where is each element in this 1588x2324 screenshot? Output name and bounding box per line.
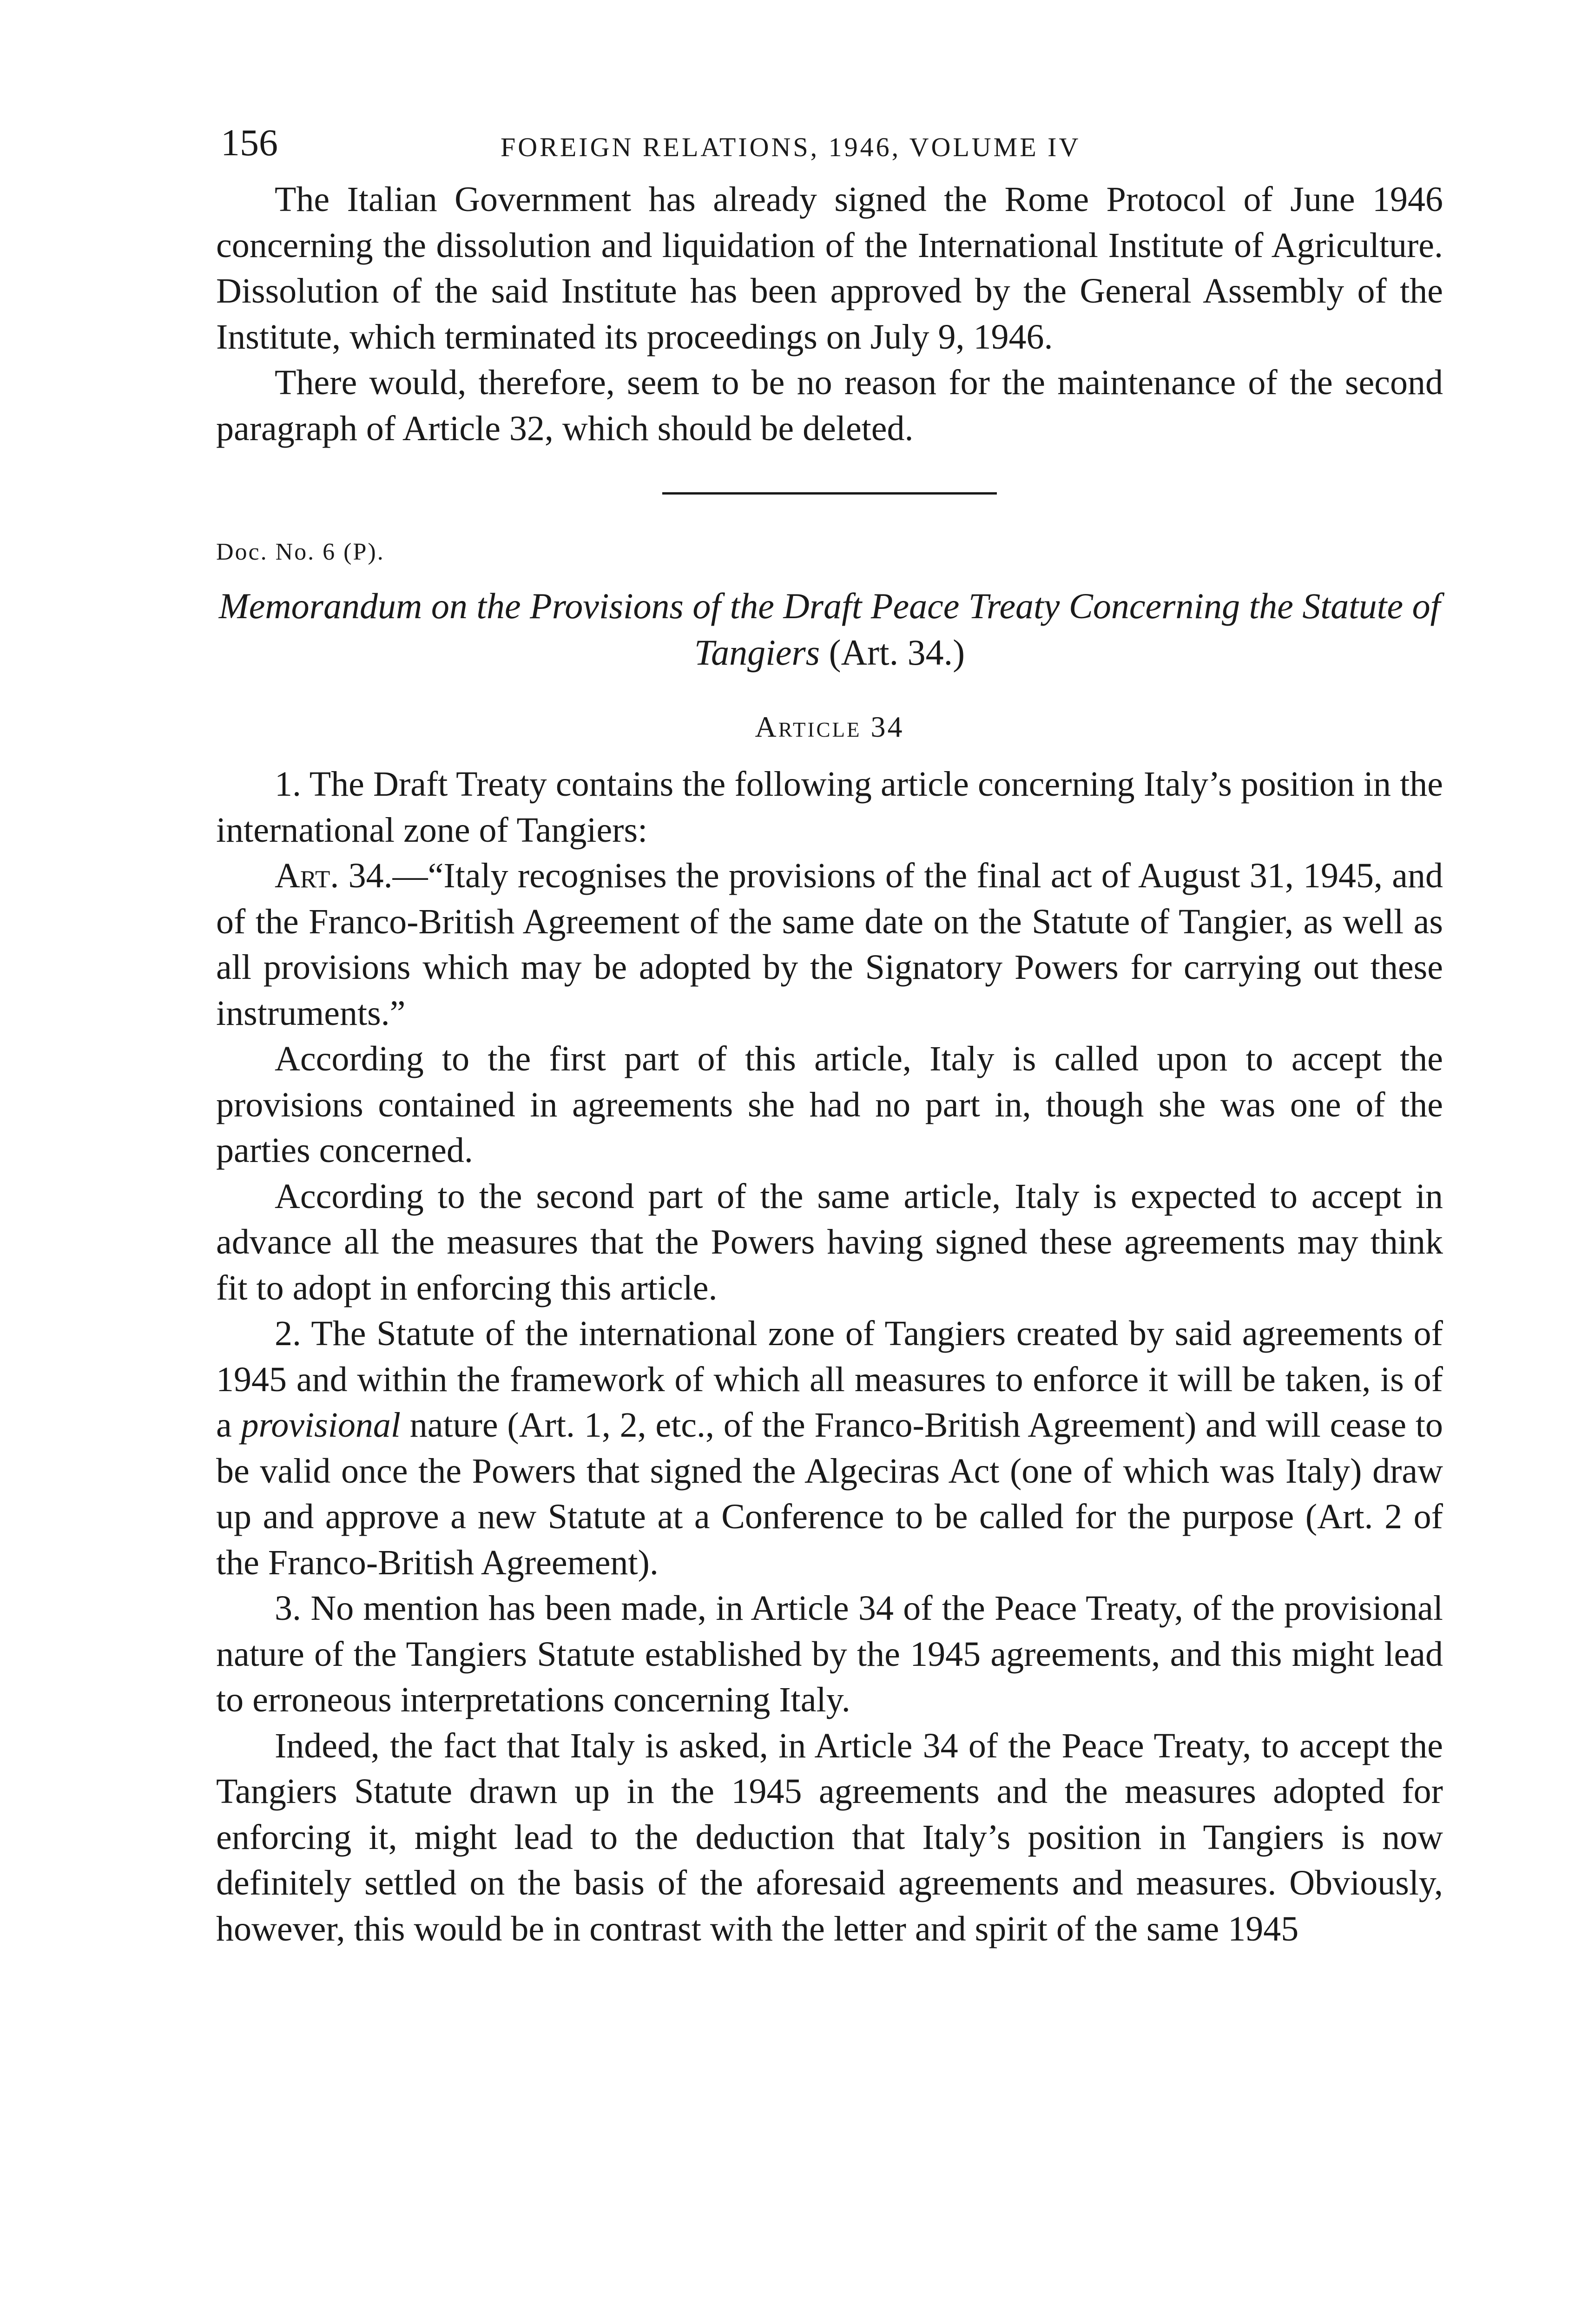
body-paragraph-4: According to the second part of the same article, Italy is expected to accept in advance all the measures that the Powers having signed these agreements may think fit to adopt in enforcing this article. [216, 1176, 1443, 1307]
article-heading: Article 34 [755, 710, 904, 743]
article-quote: —“Italy recognises the provisions of the final act of August 31, 1945, and of the Franco-British Agreement of the same date on the Statute of Tangier, as well as all provisions which may be adopted by the Signatory Powers for carrying out these instruments.” [216, 856, 1443, 1033]
memorandum-title-reference: (Art. 34.) [820, 632, 965, 673]
page-number: 156 [221, 121, 278, 164]
paragraph-5-rest: nature (Art. 1, 2, etc., of the Franco-British Agreement) and will cease to be valid once the Powers that signed the Algeciras Act (one of which was Italy) draw up and approve a new Statute at a Conference to be called for the purpose (Art. 2 of the Franco-British Agreement). [216, 1406, 1443, 1582]
paragraph-5-emphasis: provisional [241, 1406, 401, 1445]
section-divider [662, 492, 997, 495]
body-paragraph-6: 3. No mention has been made, in Article 34 of the Peace Treaty, of the provisional nature of the Tangiers Statute established by the 1945 agreements, and this might lead to erroneous interpretations concerning Italy. [216, 1589, 1443, 1719]
intro-paragraph-1: The Italian Government has already signed the Rome Protocol of June 1946 concerning the dissolution and liquidation of the International Institute of Agriculture. Dissolution of the said Institute has been approved by the General Assembly of the Institute, which terminated its proceedings on July 9, 1946. [216, 180, 1443, 357]
paragraph-5-lead: 2. The Statute of the international zone of Tangiers created by said agreements of 1945 and within the framework of which all measures to enforce it will be taken, is of a [216, 1314, 1443, 1445]
document-number: Doc. No. 6 (P). [216, 539, 385, 565]
running-header [216, 112, 1443, 177]
body-paragraph-5 [216, 1311, 1443, 1585]
intro-paragraph-2: There would, therefore, seem to be no reason for the maintenance of the second paragraph of Article 32, which should be deleted. [216, 363, 1443, 448]
running-title: FOREIGN RELATIONS, 1946, VOLUME IV [501, 132, 1081, 162]
article-label: Art. 34. [275, 856, 393, 895]
body-paragraph-2 [216, 853, 1443, 1036]
body-paragraph-1: 1. The Draft Treaty contains the following article concerning Italy’s position in the international zone of Tangiers: [216, 765, 1443, 850]
memorandum-title [216, 583, 1443, 676]
body-paragraph-7: Indeed, the fact that Italy is asked, in Article 34 of the Peace Treaty, to accept the Tangiers Statute drawn up in the 1945 agreements and the measures adopted for enforcing it, might lead to the deduction that Italy’s position in Tangiers is now definitely settled on the basis of the aforesaid agreements and measures. Obviously, however, this would be in contrast with the letter and spirit of the same 1945 [216, 1726, 1443, 1948]
memorandum-title-italic: Memorandum on the Provisions of the Draft Peace Treaty Concerning the Statute of Tangiers [218, 586, 1441, 673]
body-paragraph-3: According to the first part of this article, Italy is called upon to accept the provisions contained in agreements she had no part in, though she was one of the parties concerned. [216, 1039, 1443, 1170]
document-page [216, 112, 1443, 1952]
